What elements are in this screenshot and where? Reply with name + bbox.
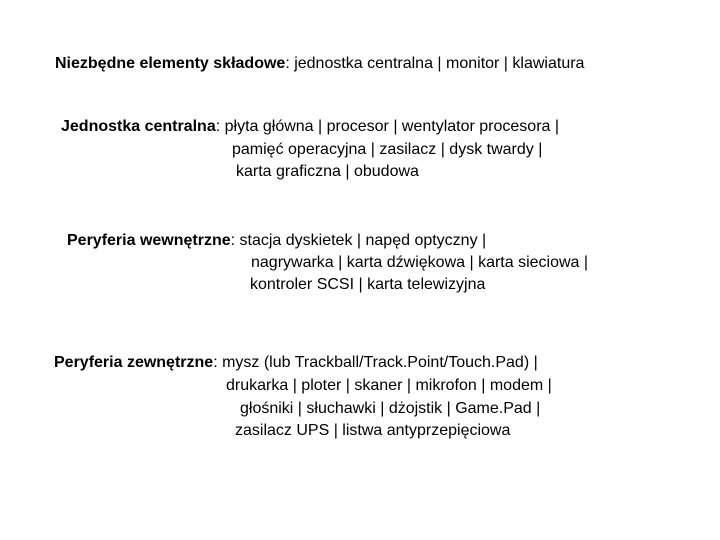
section-text-line: pamięć operacyjna | zasilacz | dysk twardy | — [232, 141, 543, 158]
section-heading: Peryferia zewnętrzne — [54, 354, 214, 371]
section-text-line: głośniki | słuchawki | dżojstik | Game.Pad | — [240, 400, 541, 417]
section-text-line: : stacja dyskietek | napęd optyczny | — [230, 232, 487, 249]
section-text-line: kontroler SCSI | karta telewizyjna — [250, 276, 486, 293]
section-external-peripherals — [54, 351, 538, 375]
section-heading: Jednostka centralna — [61, 118, 216, 135]
section-text-line: : jednostka centralna | monitor | klawiatura — [285, 55, 585, 72]
section-text-line: karta graficzna | obudowa — [236, 163, 419, 180]
section-text-line: : mysz (lub Trackball/Track.Point/Touch.Pad) | — [213, 354, 538, 371]
section-heading: Peryferia wewnętrzne — [67, 232, 231, 249]
section-text-line: nagrywarka | karta dźwiękowa | karta sieciowa | — [251, 254, 589, 271]
section-central-unit — [61, 115, 559, 139]
section-text-line: : płyta główna | procesor | wentylator procesora | — [215, 118, 560, 135]
section-required-elements — [55, 52, 584, 76]
section-text-line: zasilacz UPS | listwa antyprzepięciowa — [235, 422, 511, 439]
section-internal-peripherals — [67, 229, 486, 253]
section-heading: Niezbędne elementy składowe — [55, 55, 286, 72]
section-text-line: drukarka | ploter | skaner | mikrofon | modem | — [226, 377, 552, 394]
